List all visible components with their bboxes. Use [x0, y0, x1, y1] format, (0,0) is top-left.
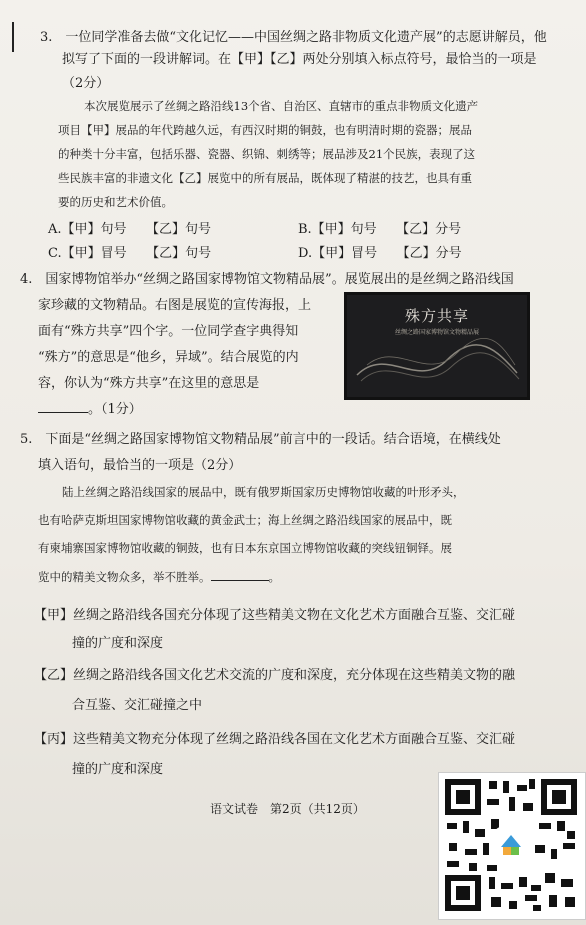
q4-line3: 面有“殊方共享”四个字。一位同学查字典得知 [38, 324, 299, 339]
q3-passage-line: 要的历史和艺术价值。 [58, 195, 173, 209]
q3-line2: 拟写了下面的一段讲解词。在【甲】【乙】两处分别填入标点符号，最恰当的一项是 [62, 52, 537, 67]
q5-option-jia[interactable]: 【甲】丝绸之路沿线各国充分体现了这些精美文物在文化艺术方面融合互鉴、交汇碰 [34, 608, 516, 623]
q5-passage-end: 。 [268, 570, 280, 584]
q3-passage-line: 本次展览展示了丝绸之路沿线13个省、自治区、直辖市的重点非物质文化遗产 [84, 99, 479, 113]
q3-passage-line: 项目【甲】展品的年代跨越久远，有西汉时期的铜鼓，也有明清时期的瓷器；展品 [58, 123, 472, 137]
q4-answer-blank[interactable] [38, 400, 88, 413]
q3-option-c[interactable]: C.【甲】冒号 【乙】句号 [48, 246, 212, 261]
q3-option-a[interactable]: A.【甲】句号 【乙】句号 [48, 222, 212, 237]
q5-option-yi[interactable]: 【乙】丝绸之路沿线各国文化艺术交流的广度和深度，充分体现在这些精美文物的融 [34, 668, 516, 683]
q3-line3: （2分） [62, 76, 110, 91]
poster-silk-ribbon-icon [347, 335, 527, 395]
qr-code-icon[interactable] [438, 772, 586, 920]
q5-passage-line: 也有哈萨克斯坦国家博物馆收藏的黄金武士；海上丝绸之路沿线国家的展品中，既 [38, 513, 452, 527]
q4-score: 。（1分） [88, 402, 142, 417]
q4-line4: “殊方”的意思是“他乡，异域”。结合展览的内 [38, 350, 299, 365]
q3-passage-line: 些民族丰富的非遗文化【乙】展览中的所有展品，既体现了精湛的技艺，也具有重 [58, 171, 472, 185]
q3-option-b[interactable]: B.【甲】句号 【乙】分号 [298, 222, 462, 237]
poster-subtitle: 丝绸之路国家博物馆文物精品展 [394, 329, 479, 336]
q5-passage-line [38, 568, 280, 585]
q5-answer-blank[interactable] [211, 568, 269, 581]
q5-passage-text: 览中的精美文物众多，举不胜举。 [38, 570, 211, 584]
q5-passage-line: 陆上丝绸之路沿线国家的展品中，既有俄罗斯国家历史博物馆收藏的叶形矛头， [62, 485, 465, 499]
q5-option-bing[interactable]: 【丙】这些精美文物充分体现了丝绸之路沿线各国在文化艺术方面融合互鉴、交汇碰 [34, 732, 516, 747]
qr-pattern [439, 773, 583, 917]
q3-passage-line: 的种类十分丰富，包括乐器、瓷器、织锦、刺绣等；展品涉及21个民族，表现了这 [58, 147, 476, 161]
q3-line1: 3. 一位同学准备去做“文化记忆——中国丝绸之路非物质文化遗产展”的志愿讲解员，他 [40, 30, 547, 45]
q4-line2: 家珍藏的文物精品。右图是展览的宣传海报，上 [38, 298, 312, 313]
q4-line1: 4. 国家博物馆举办“丝绸之路国家博物馆文物精品展”。展览展出的是丝绸之路沿线国 [20, 272, 514, 287]
q5-line2: 填入语句，最恰当的一项是（2分） [38, 458, 242, 473]
q4-answer-line [38, 398, 142, 417]
q3-option-d[interactable]: D.【甲】冒号 【乙】分号 [298, 246, 462, 261]
poster-title: 殊方共享 [404, 307, 469, 325]
q5-line1: 5. 下面是“丝绸之路国家博物馆文物精品展”前言中的一段话。结合语境，在横线处 [20, 432, 501, 447]
margin-mark [12, 22, 14, 52]
page-footer: 语文试卷 第2页（共12页） [210, 802, 365, 816]
q5-option-yi-cont[interactable]: 合互鉴、交汇碰撞之中 [72, 698, 203, 713]
q5-option-jia-cont[interactable]: 撞的广度和深度 [72, 636, 164, 651]
q4-line5: 容，你认为“殊方共享”在这里的意思是 [38, 376, 260, 391]
q5-option-bing-cont[interactable]: 撞的广度和深度 [72, 762, 164, 777]
exhibition-poster [344, 292, 530, 400]
q5-passage-line: 有柬埔寨国家博物馆收藏的铜鼓，也有日本东京国立博物馆收藏的突线钮铜铎。展 [38, 541, 452, 555]
